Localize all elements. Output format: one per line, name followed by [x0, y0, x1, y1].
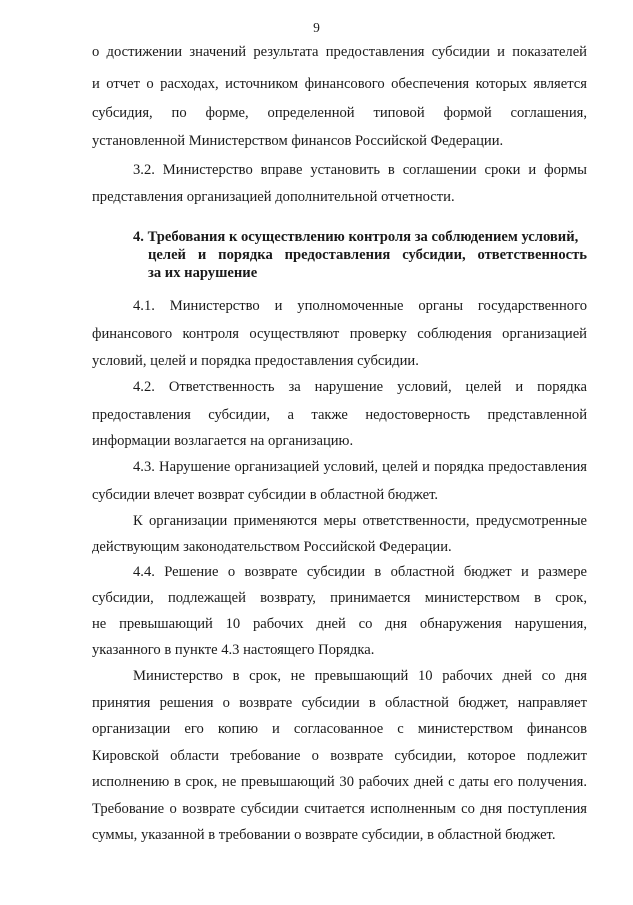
paragraph-line: суммы, указанной в требовании о возврате субсидии, в областной бюджет.	[92, 827, 556, 843]
section-heading: целей и порядка предоставления субсидии, ответственность	[148, 247, 587, 263]
paragraph-line: 4.4. Решение о возврате субсидии в областной бюджет и размере	[133, 564, 587, 580]
paragraph-line: Требование о возврате субсидии считается исполненным со дня поступления	[92, 801, 587, 817]
section-heading: 4. Требования к осуществлению контроля за соблюдением условий,	[133, 229, 579, 245]
paragraph-line: информации возлагается на организацию.	[92, 433, 354, 449]
paragraph-line: представления организацией дополнительной отчетности.	[92, 189, 455, 205]
paragraph-line: условий, целей и порядка предоставления субсидии.	[92, 353, 419, 369]
paragraph-line: о достижении значений результата предоставления субсидии и показателей	[92, 44, 587, 60]
paragraph-line: установленной Министерством финансов Российской Федерации.	[92, 133, 504, 149]
paragraph-line: не превышающий 10 рабочих дней со дня обнаружения нарушения,	[92, 616, 587, 632]
paragraph-line: действующим законодательством Российской Федерации.	[92, 539, 452, 555]
paragraph-line: К организации применяются меры ответственности, предусмотренные	[133, 513, 587, 529]
paragraph-line: и отчет о расходах, источником финансового обеспечения которых является	[92, 76, 587, 92]
paragraph-line: 4.2. Ответственность за нарушение условий, целей и порядка	[133, 379, 587, 395]
paragraph-line: Министерство в срок, не превышающий 10 рабочих дней со дня	[133, 668, 587, 684]
page-number: 9	[313, 20, 320, 35]
paragraph-line: принятия решения о возврате субсидии в областной бюджет, направляет	[92, 695, 587, 711]
paragraph-line: 4.3. Нарушение организацией условий, целей и порядка предоставления	[133, 459, 587, 475]
paragraph-line: субсидия, по форме, определенной типовой формой соглашения,	[92, 105, 587, 121]
paragraph-line: 3.2. Министерство вправе установить в соглашении сроки и формы	[133, 162, 587, 178]
paragraph-line: исполнению в срок, не превышающий 30 рабочих дней с даты его получения.	[92, 774, 587, 790]
paragraph-line: финансового контроля осуществляют проверку соблюдения организацией	[92, 326, 587, 342]
paragraph-line: предоставления субсидии, а также недостоверность представленной	[92, 407, 587, 423]
paragraph-line: указанного в пункте 4.3 настоящего Порядка.	[92, 642, 375, 658]
paragraph-line: субсидии, подлежащей возврату, принимается министерством в срок,	[92, 590, 587, 606]
paragraph-line: Кировской области требование о возврате субсидии, которое подлежит	[92, 748, 587, 764]
paragraph-line: субсидии влечет возврат субсидии в областной бюджет.	[92, 487, 439, 503]
section-heading: за их нарушение	[148, 265, 258, 281]
paragraph-line: организации его копию и согласованное с министерством финансов	[92, 721, 587, 737]
paragraph-line: 4.1. Министерство и уполномоченные органы государственного	[133, 298, 587, 314]
